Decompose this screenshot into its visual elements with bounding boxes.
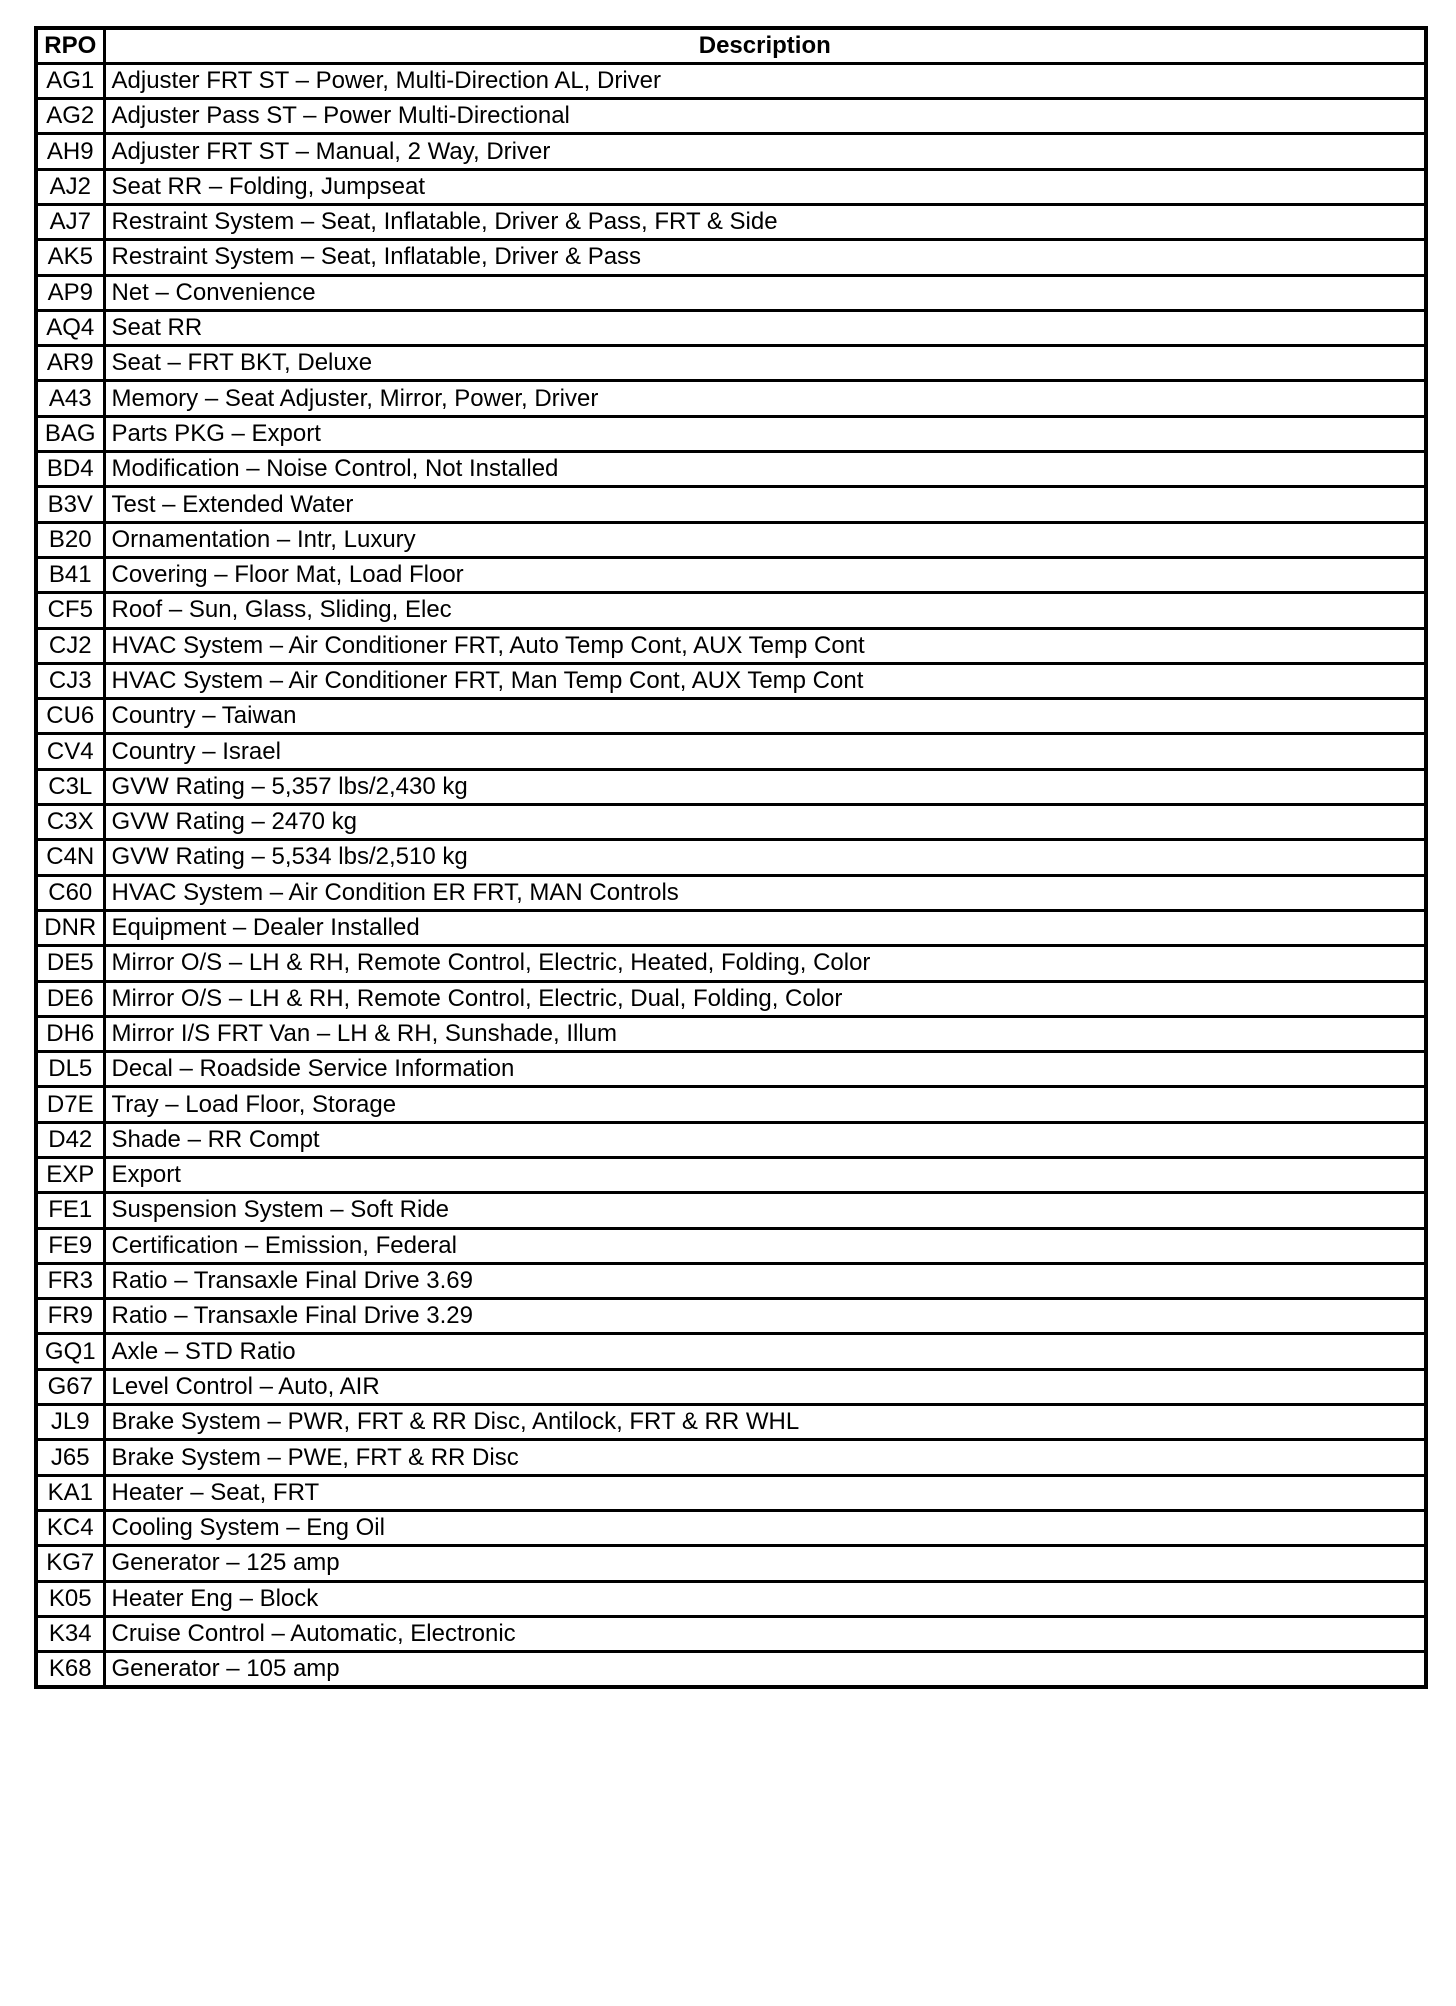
table-row bbox=[36, 204, 1426, 239]
rpo-code-cell: C4N bbox=[36, 840, 104, 875]
table-row bbox=[36, 628, 1426, 663]
rpo-code-cell: CJ2 bbox=[36, 628, 104, 663]
rpo-code-cell: C3L bbox=[36, 769, 104, 804]
description-cell: GVW Rating – 2470 kg bbox=[104, 805, 1426, 840]
table-row bbox=[36, 487, 1426, 522]
table-row bbox=[36, 1228, 1426, 1263]
description-cell: Parts PKG – Export bbox=[104, 416, 1426, 451]
rpo-table-container bbox=[34, 26, 1424, 1689]
table-row bbox=[36, 1193, 1426, 1228]
rpo-code-cell: K68 bbox=[36, 1652, 104, 1687]
description-cell: Generator – 105 amp bbox=[104, 1652, 1426, 1687]
table-row bbox=[36, 981, 1426, 1016]
rpo-table bbox=[34, 26, 1428, 1689]
rpo-code-cell: DH6 bbox=[36, 1016, 104, 1051]
description-cell: Restraint System – Seat, Inflatable, Driver & Pass, FRT & Side bbox=[104, 204, 1426, 239]
table-row bbox=[36, 416, 1426, 451]
table-row bbox=[36, 1652, 1426, 1687]
description-cell: Brake System – PWR, FRT & RR Disc, Antilock, FRT & RR WHL bbox=[104, 1405, 1426, 1440]
description-cell: Memory – Seat Adjuster, Mirror, Power, Driver bbox=[104, 381, 1426, 416]
description-cell: Seat RR – Folding, Jumpseat bbox=[104, 169, 1426, 204]
table-row bbox=[36, 275, 1426, 310]
description-cell: Mirror O/S – LH & RH, Remote Control, Electric, Heated, Folding, Color bbox=[104, 946, 1426, 981]
rpo-code-cell: BD4 bbox=[36, 452, 104, 487]
rpo-code-cell: DE6 bbox=[36, 981, 104, 1016]
description-cell: Heater – Seat, FRT bbox=[104, 1475, 1426, 1510]
rpo-code-cell: B3V bbox=[36, 487, 104, 522]
table-row bbox=[36, 1263, 1426, 1298]
table-row bbox=[36, 699, 1426, 734]
rpo-code-cell: CF5 bbox=[36, 593, 104, 628]
description-cell: Adjuster FRT ST – Manual, 2 Way, Driver bbox=[104, 134, 1426, 169]
table-row bbox=[36, 1510, 1426, 1545]
rpo-code-cell: KG7 bbox=[36, 1546, 104, 1581]
rpo-code-cell: G67 bbox=[36, 1369, 104, 1404]
table-row bbox=[36, 805, 1426, 840]
rpo-code-cell: D7E bbox=[36, 1087, 104, 1122]
description-cell: HVAC System – Air Conditioner FRT, Man Temp Cont, AUX Temp Cont bbox=[104, 663, 1426, 698]
description-cell: Mirror I/S FRT Van – LH & RH, Sunshade, Illum bbox=[104, 1016, 1426, 1051]
rpo-code-cell: J65 bbox=[36, 1440, 104, 1475]
table-row bbox=[36, 593, 1426, 628]
description-cell: Ratio – Transaxle Final Drive 3.69 bbox=[104, 1263, 1426, 1298]
description-cell: Adjuster Pass ST – Power Multi-Directional bbox=[104, 99, 1426, 134]
rpo-code-cell: FR3 bbox=[36, 1263, 104, 1298]
table-row bbox=[36, 910, 1426, 945]
rpo-code-cell: AJ2 bbox=[36, 169, 104, 204]
table-body bbox=[36, 63, 1426, 1687]
description-cell: Brake System – PWE, FRT & RR Disc bbox=[104, 1440, 1426, 1475]
table-row bbox=[36, 734, 1426, 769]
description-cell: Restraint System – Seat, Inflatable, Driver & Pass bbox=[104, 240, 1426, 275]
description-cell: Roof – Sun, Glass, Sliding, Elec bbox=[104, 593, 1426, 628]
rpo-code-cell: DE5 bbox=[36, 946, 104, 981]
rpo-code-cell: D42 bbox=[36, 1122, 104, 1157]
table-row bbox=[36, 1581, 1426, 1616]
rpo-code-cell: DNR bbox=[36, 910, 104, 945]
description-cell: Modification – Noise Control, Not Installed bbox=[104, 452, 1426, 487]
table-row bbox=[36, 1334, 1426, 1369]
description-column-header: Description bbox=[104, 28, 1426, 63]
table-row bbox=[36, 663, 1426, 698]
description-cell: Country – Taiwan bbox=[104, 699, 1426, 734]
rpo-code-cell: KA1 bbox=[36, 1475, 104, 1510]
description-cell: GVW Rating – 5,534 lbs/2,510 kg bbox=[104, 840, 1426, 875]
table-row bbox=[36, 1122, 1426, 1157]
table-row bbox=[36, 1405, 1426, 1440]
description-cell: Decal – Roadside Service Information bbox=[104, 1052, 1426, 1087]
description-cell: Mirror O/S – LH & RH, Remote Control, Electric, Dual, Folding, Color bbox=[104, 981, 1426, 1016]
description-cell: Generator – 125 amp bbox=[104, 1546, 1426, 1581]
table-row bbox=[36, 946, 1426, 981]
rpo-code-cell: AQ4 bbox=[36, 310, 104, 345]
description-cell: GVW Rating – 5,357 lbs/2,430 kg bbox=[104, 769, 1426, 804]
description-cell: Level Control – Auto, AIR bbox=[104, 1369, 1426, 1404]
rpo-code-cell: CJ3 bbox=[36, 663, 104, 698]
rpo-code-cell: AR9 bbox=[36, 346, 104, 381]
rpo-code-cell: CU6 bbox=[36, 699, 104, 734]
table-row bbox=[36, 1475, 1426, 1510]
table-row bbox=[36, 346, 1426, 381]
table-row bbox=[36, 1016, 1426, 1051]
rpo-code-cell: AK5 bbox=[36, 240, 104, 275]
rpo-code-cell: A43 bbox=[36, 381, 104, 416]
description-cell: Tray – Load Floor, Storage bbox=[104, 1087, 1426, 1122]
table-row bbox=[36, 1087, 1426, 1122]
rpo-column-header: RPO bbox=[36, 28, 104, 63]
table-header-row bbox=[36, 28, 1426, 63]
table-row bbox=[36, 381, 1426, 416]
rpo-code-cell: C3X bbox=[36, 805, 104, 840]
rpo-code-cell: EXP bbox=[36, 1158, 104, 1193]
description-cell: HVAC System – Air Conditioner FRT, Auto Temp Cont, AUX Temp Cont bbox=[104, 628, 1426, 663]
description-cell: Covering – Floor Mat, Load Floor bbox=[104, 557, 1426, 592]
description-cell: Heater Eng – Block bbox=[104, 1581, 1426, 1616]
table-row bbox=[36, 875, 1426, 910]
table-row bbox=[36, 1158, 1426, 1193]
table-row bbox=[36, 169, 1426, 204]
rpo-code-cell: K05 bbox=[36, 1581, 104, 1616]
rpo-code-cell: B20 bbox=[36, 522, 104, 557]
table-row bbox=[36, 452, 1426, 487]
rpo-code-cell: AG1 bbox=[36, 63, 104, 98]
description-cell: Test – Extended Water bbox=[104, 487, 1426, 522]
rpo-code-cell: AH9 bbox=[36, 134, 104, 169]
rpo-code-cell: B41 bbox=[36, 557, 104, 592]
rpo-code-cell: CV4 bbox=[36, 734, 104, 769]
rpo-code-cell: FE9 bbox=[36, 1228, 104, 1263]
rpo-code-cell: FR9 bbox=[36, 1299, 104, 1334]
rpo-code-cell: K34 bbox=[36, 1616, 104, 1651]
rpo-code-cell: DL5 bbox=[36, 1052, 104, 1087]
description-cell: Axle – STD Ratio bbox=[104, 1334, 1426, 1369]
table-row bbox=[36, 1369, 1426, 1404]
table-row bbox=[36, 63, 1426, 98]
table-row bbox=[36, 522, 1426, 557]
description-cell: Seat – FRT BKT, Deluxe bbox=[104, 346, 1426, 381]
table-row bbox=[36, 99, 1426, 134]
rpo-code-cell: FE1 bbox=[36, 1193, 104, 1228]
description-cell: Country – Israel bbox=[104, 734, 1426, 769]
description-cell: Net – Convenience bbox=[104, 275, 1426, 310]
description-cell: Adjuster FRT ST – Power, Multi-Direction AL, Driver bbox=[104, 63, 1426, 98]
description-cell: Cruise Control – Automatic, Electronic bbox=[104, 1616, 1426, 1651]
description-cell: Cooling System – Eng Oil bbox=[104, 1510, 1426, 1545]
rpo-code-cell: AJ7 bbox=[36, 204, 104, 239]
rpo-code-cell: C60 bbox=[36, 875, 104, 910]
description-cell: Suspension System – Soft Ride bbox=[104, 1193, 1426, 1228]
rpo-code-cell: AP9 bbox=[36, 275, 104, 310]
description-cell: Seat RR bbox=[104, 310, 1426, 345]
rpo-code-cell: BAG bbox=[36, 416, 104, 451]
description-cell: Certification – Emission, Federal bbox=[104, 1228, 1426, 1263]
rpo-code-cell: KC4 bbox=[36, 1510, 104, 1545]
rpo-code-cell: GQ1 bbox=[36, 1334, 104, 1369]
table-row bbox=[36, 240, 1426, 275]
description-cell: Export bbox=[104, 1158, 1426, 1193]
table-row bbox=[36, 769, 1426, 804]
description-cell: HVAC System – Air Condition ER FRT, MAN Controls bbox=[104, 875, 1426, 910]
rpo-code-cell: AG2 bbox=[36, 99, 104, 134]
description-cell: Ratio – Transaxle Final Drive 3.29 bbox=[104, 1299, 1426, 1334]
table-row bbox=[36, 1546, 1426, 1581]
table-row bbox=[36, 1052, 1426, 1087]
description-cell: Shade – RR Compt bbox=[104, 1122, 1426, 1157]
table-row bbox=[36, 134, 1426, 169]
rpo-code-cell: JL9 bbox=[36, 1405, 104, 1440]
description-cell: Equipment – Dealer Installed bbox=[104, 910, 1426, 945]
table-row bbox=[36, 1616, 1426, 1651]
table-row bbox=[36, 557, 1426, 592]
table-row bbox=[36, 1440, 1426, 1475]
table-row bbox=[36, 1299, 1426, 1334]
description-cell: Ornamentation – Intr, Luxury bbox=[104, 522, 1426, 557]
table-row bbox=[36, 310, 1426, 345]
table-row bbox=[36, 840, 1426, 875]
